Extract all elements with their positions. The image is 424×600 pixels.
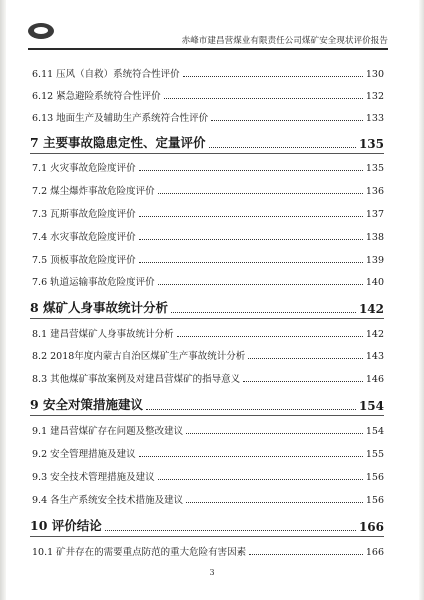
toc-entry[interactable]	[30, 110, 384, 124]
toc-entry[interactable]	[30, 423, 384, 437]
toc-chapter-page: 166	[358, 520, 384, 534]
chapter-divider	[30, 318, 384, 319]
toc-leader	[243, 381, 363, 382]
toc-entry-label: 9.4 各生产系统安全技术措施及建议	[32, 495, 184, 506]
toc-entry[interactable]	[30, 446, 384, 460]
toc-leader	[183, 76, 363, 77]
toc-chapter-page: 142	[358, 302, 384, 316]
toc-entry-page: 140	[365, 277, 384, 288]
page-number: 3	[209, 568, 215, 577]
toc-entry[interactable]	[30, 492, 384, 506]
toc-entry-label: 8.1 建昌营煤矿人身事故统计分析	[32, 329, 174, 340]
toc-leader	[158, 284, 363, 285]
page-header	[28, 22, 388, 50]
toc-entry-page: 135	[365, 163, 384, 174]
toc-chapter-label: 8 煤矿人身事故统计分析	[30, 300, 169, 315]
toc-entry-label: 7.6 轨道运输事故危险度评价	[32, 277, 155, 288]
toc-leader	[139, 239, 363, 240]
toc-leader	[158, 479, 363, 480]
toc-leader	[248, 358, 363, 359]
scan-edge	[419, 0, 424, 600]
toc-chapter[interactable]	[30, 516, 384, 534]
toc-entry-label: 7.3 瓦斯事故危险度评价	[32, 209, 136, 220]
toc-entry-page: 155	[365, 449, 384, 460]
toc-entry[interactable]	[30, 274, 384, 288]
toc-leader	[211, 120, 363, 121]
scan-edge	[0, 0, 6, 600]
toc-leader	[186, 433, 363, 434]
toc-chapter[interactable]	[30, 133, 384, 151]
toc-entry[interactable]	[30, 160, 384, 174]
toc-chapter-page: 154	[358, 399, 384, 413]
toc-leader	[177, 336, 363, 337]
toc-entry-label: 9.1 建昌营煤矿存在问题及整改建议	[32, 426, 184, 437]
toc-entry[interactable]	[30, 66, 384, 80]
toc-entry-label: 9.2 安全管理措施及建议	[32, 449, 136, 460]
toc-entry[interactable]	[30, 88, 384, 102]
toc-leader	[139, 262, 363, 263]
toc-leader	[249, 554, 363, 555]
toc-entry-label: 7.1 火灾事故危险度评价	[32, 163, 136, 174]
toc-entry-page: 136	[365, 186, 384, 197]
toc-leader	[171, 312, 356, 313]
chapter-divider	[30, 153, 384, 154]
toc-entry-page: 133	[365, 113, 384, 124]
toc-entry-page: 142	[365, 329, 384, 340]
chapter-divider	[30, 536, 384, 537]
toc-chapter-label: 10 评价结论	[30, 518, 102, 533]
toc-chapter[interactable]	[30, 395, 384, 413]
toc-entry-page: 139	[365, 255, 384, 266]
toc-entry-label: 8.3 其他煤矿事故案例及对建昌营煤矿的指导意义	[32, 374, 241, 385]
chapter-divider	[30, 415, 384, 416]
toc-chapter-label: 9 安全对策措施建议	[30, 397, 144, 412]
toc-chapter[interactable]	[30, 298, 384, 316]
toc-entry-label: 7.5 顶板事故危险度评价	[32, 255, 136, 266]
toc-entry[interactable]	[30, 229, 384, 243]
toc-entry[interactable]	[30, 348, 384, 362]
header-title: 赤峰市建昌营煤业有限责任公司煤矿安全现状评价报告	[181, 36, 388, 46]
toc-entry-page: 132	[365, 91, 384, 102]
toc-leader	[158, 193, 363, 194]
toc-entry[interactable]	[30, 326, 384, 340]
toc-entry-page: 143	[365, 351, 384, 362]
toc-leader	[146, 409, 356, 410]
toc-entry-label: 10.1 矿井存在的需要重点防范的重大危险有害因素	[32, 547, 247, 558]
toc-leader	[186, 502, 363, 503]
toc-leader	[139, 170, 363, 171]
toc-chapter-label: 7 主要事故隐患定性、定量评价	[30, 135, 206, 150]
toc-entry-page: 156	[365, 472, 384, 483]
toc-entry-label: 6.11 压风（自救）系统符合性评价	[32, 69, 180, 80]
toc-entry-page: 130	[365, 69, 384, 80]
toc-entry-page: 146	[365, 374, 384, 385]
toc-entry[interactable]	[30, 371, 384, 385]
toc-chapter-page: 135	[358, 137, 384, 151]
toc-entry[interactable]	[30, 544, 384, 558]
toc-entry-page: 156	[365, 495, 384, 506]
toc-entry[interactable]	[30, 206, 384, 220]
toc-entry-label: 6.12 紧急避险系统符合性评价	[32, 91, 161, 102]
toc-entry-page: 154	[365, 426, 384, 437]
toc-leader	[105, 530, 356, 531]
toc-leader	[139, 456, 363, 457]
toc-entry-label: 6.13 地面生产及辅助生产系统符合性评价	[32, 113, 209, 124]
toc-entry-label: 7.4 水灾事故危险度评价	[32, 232, 136, 243]
toc-leader	[209, 147, 356, 148]
toc-entry-label: 9.3 安全技术管理措施及建议	[32, 472, 155, 483]
toc-entry[interactable]	[30, 252, 384, 266]
toc-entry-page: 137	[365, 209, 384, 220]
toc-entry-page: 166	[365, 547, 384, 558]
toc-leader	[164, 98, 363, 99]
toc-entry-page: 138	[365, 232, 384, 243]
toc-entry-label: 7.2 煤尘爆炸事故危险度评价	[32, 186, 155, 197]
toc-entry-label: 8.2 2018年度内蒙古自治区煤矿生产事故统计分析	[32, 351, 246, 362]
toc-leader	[139, 216, 363, 217]
company-logo-icon	[28, 23, 54, 39]
toc-entry[interactable]	[30, 183, 384, 197]
toc-entry[interactable]	[30, 469, 384, 483]
